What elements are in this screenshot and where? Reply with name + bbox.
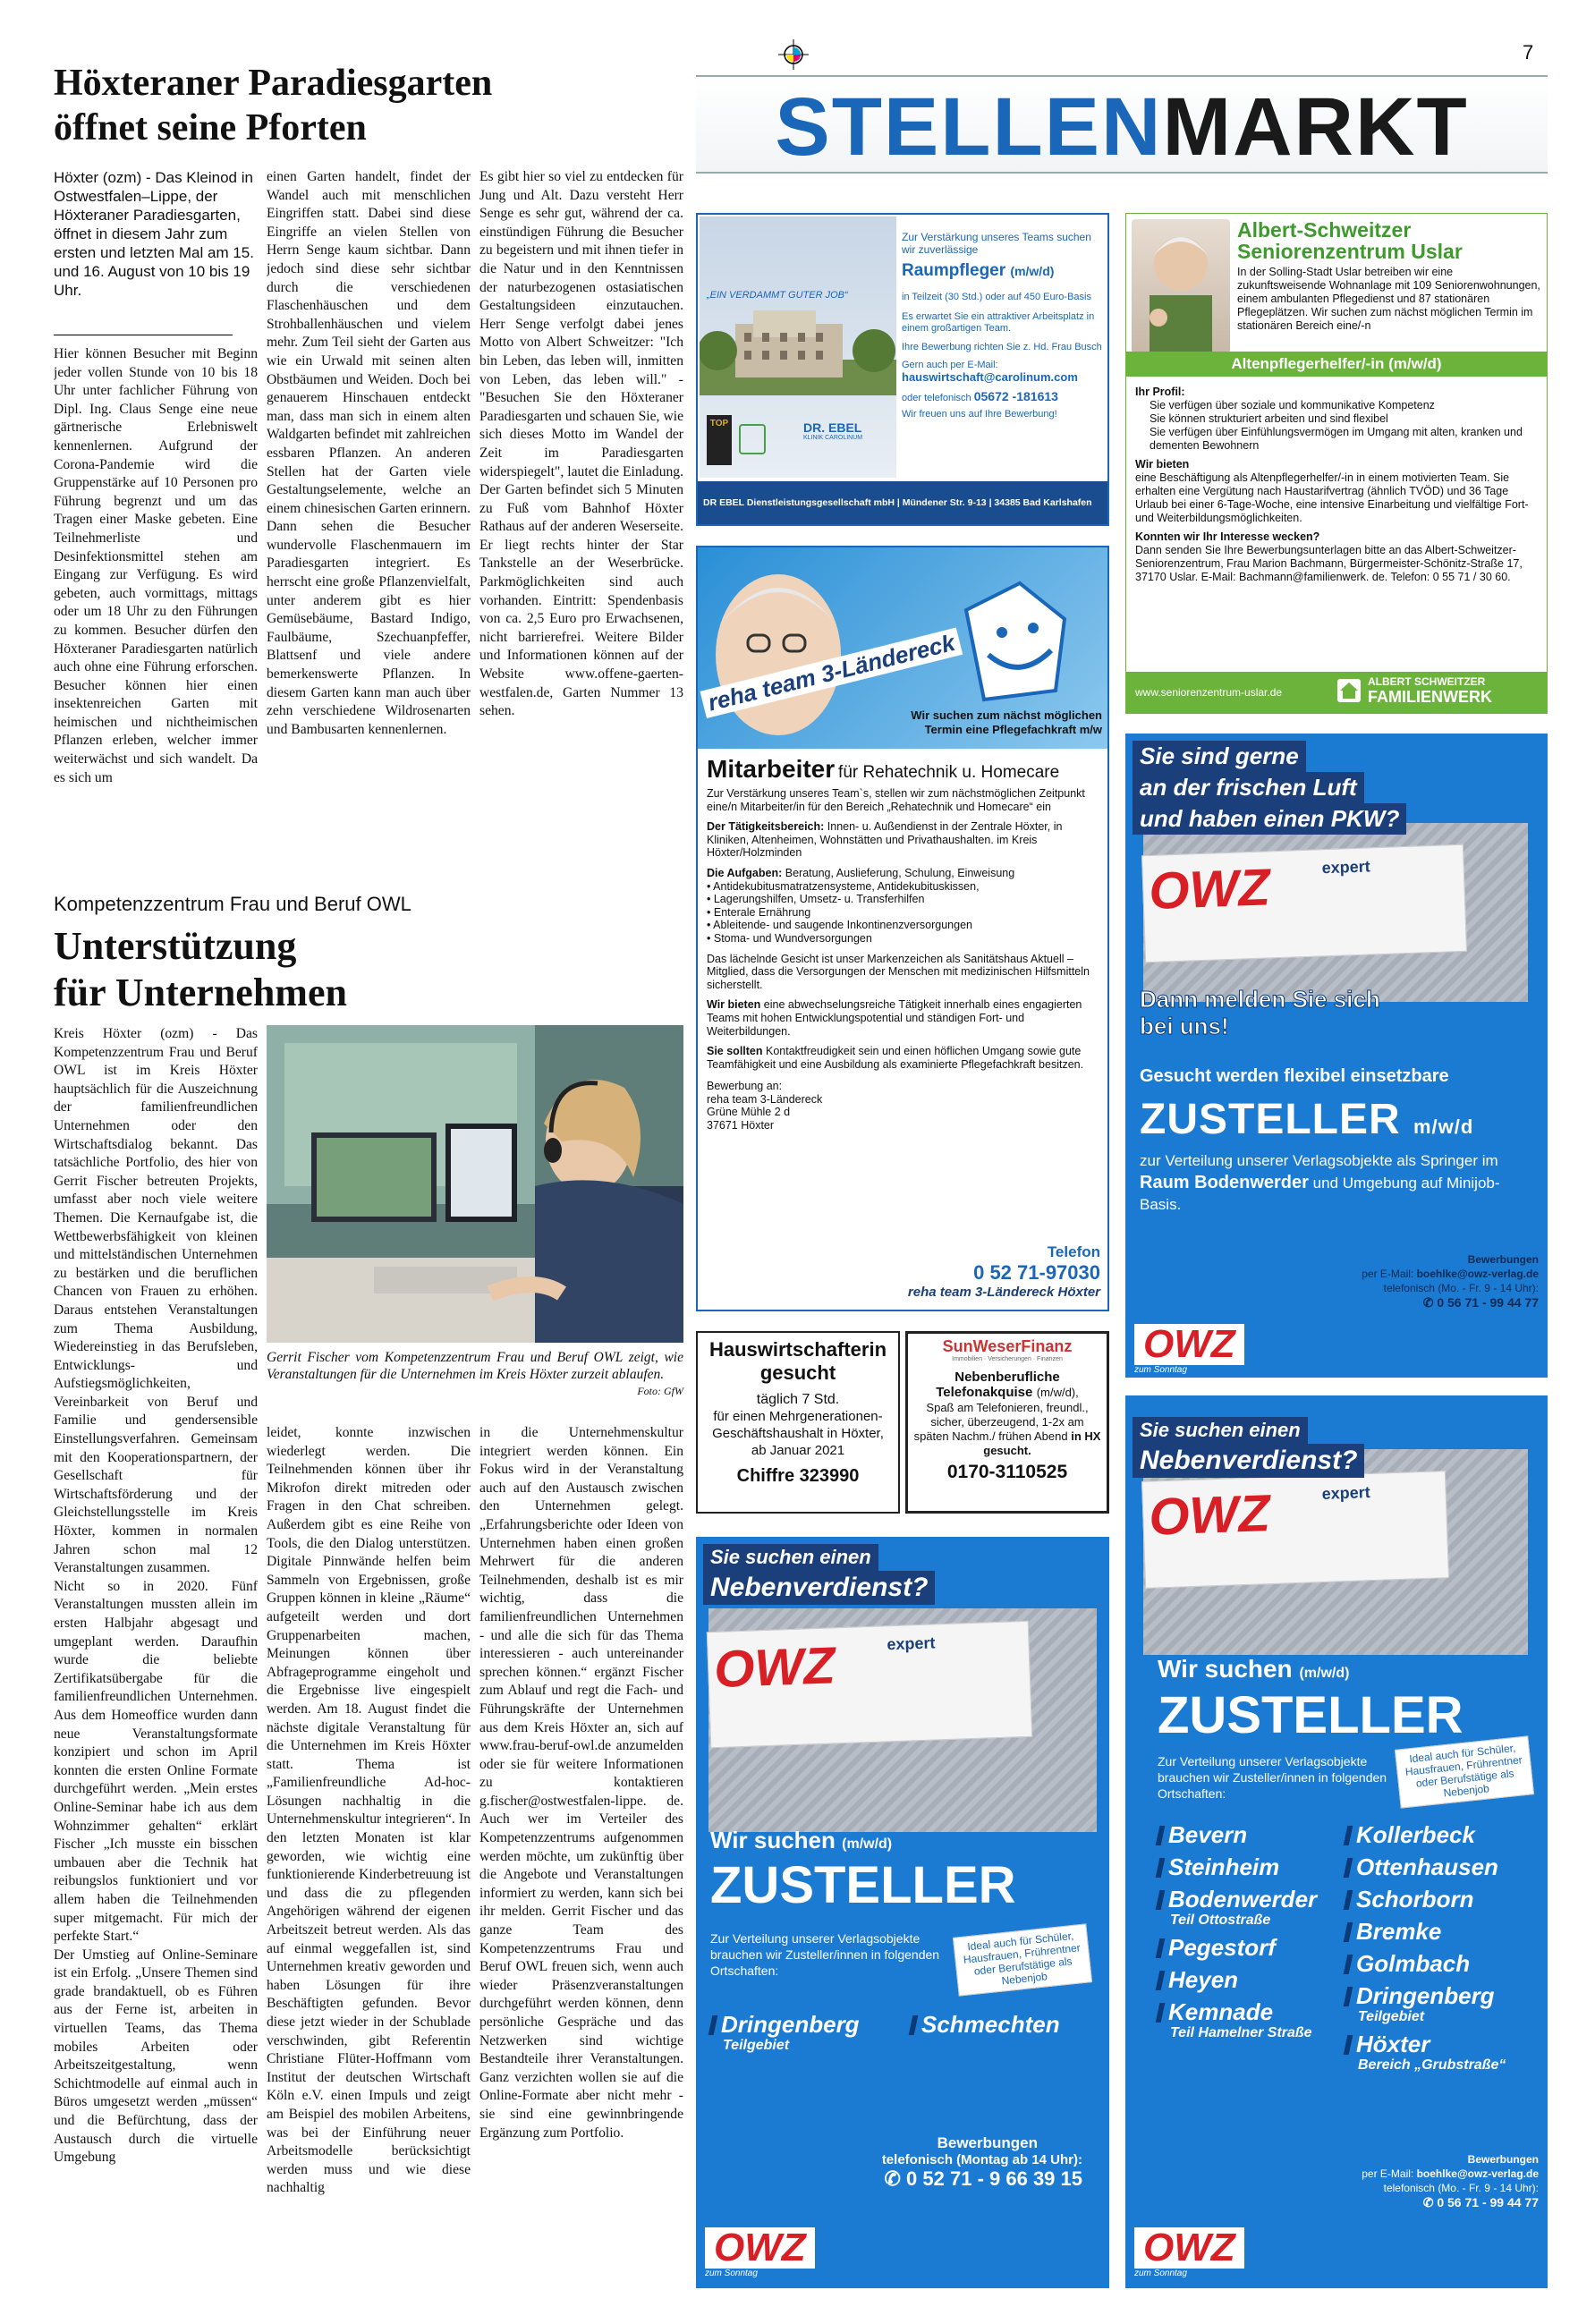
gender-note: (m/w/d) [1010,264,1055,278]
paragraph: Kreis Höxter (ozm) - Das Kompetenzzentrum Frau und Beruf OWL ist im Kreis Höxter hauptsächlich für die Auszeichnung der familienfreundlichen Unternehmen oder den Wirtschaftsdialog bekannt. Das tatsächliche Portfolio, des hier von Gerrit Fischer betreuten Projekts, umfasst aber noch viele weitere Themen. Die Kernaufgabe ist, die Wettbewerbsfähigkeit von kleinen und mittelständischen Unternehmen zu bestärken und die beruflichen Chancen von Frauen zu erhöhen. Daraus entstehen Veranstaltungen zum Thema Ausbildung, Wiedereinstieg in das Berufsleben, Entwicklungs- und Aufstiegsmöglichkeiten, Vereinbarkeit von Beruf und Familie und gendersensible Einstellungsverfahren. Gemeinsam mit den Kooperationspartnern, der Gesellschaft für Wirtschaftsförderung und der Gleichstellungsstelle im Kreis Höxter, kommen in normalen Jahren schon mal 12 Veranstaltungen zusammen. [54,1026,258,1576]
offer-text: eine Beschäftigung als Altenpflegerhelfer/-in in einem motivierten Team. Sie erhalten eine Vergütung nach Haustarifvertrag (ähnlich TVÖD) und 36 Tage Urlaub bei einer 6-Tage-Woche, eine intensive Einarbeitung und vielfältige Fort- und Weiterbildungsmöglichkeiten. [1135,471,1529,524]
ad-ebel-footer: DR EBEL Dienstleistungsgesellschaft mbH | Mündener Str. 9-13 | 34385 Bad Karlshafen [698,481,1107,524]
phone-label: Telefon [1047,1243,1100,1260]
offer: Es erwartet Sie ein attraktiver Arbeitsplatz in einem großartigen Team. [902,311,1095,334]
bar-icon [1156,1971,1166,1990]
title-line1: Albert-Schweitzer [1237,218,1412,242]
stellenmarkt-title [696,81,1548,173]
article2-column1 [54,1025,258,2286]
phone-number[interactable]: ✆ 0 56 71 - 99 44 77 [1422,2195,1539,2209]
text-bold: in HX gesucht. [983,1429,1101,1457]
place-name: Kemnade [1168,1998,1274,2025]
paragraph: Der Umstieg auf Online-Seminare ist ein Erfolg. „Unsere Themen sind grade brandaktuell, ob es Führen aus der Ferne ist, arbeiten in virtuellen Teams, das Thema mobiles Arbeiten oder Arbeitszeitgestaltung, wenn Schichtmodelle auf einmal auch in Büros umgesetzt werden „müssen“ und die Befürchtung, dass der Austausch durch die virtuelle Umgebung [54,1947,258,2166]
bar-icon [1344,1858,1353,1878]
owz-a-contact [1362,1252,1539,1310]
place-name: Schorborn [1356,1886,1474,1913]
headline-line2: für Unternehmen [54,971,347,1014]
email-link[interactable]: boehlke@owz-verlag.de [1416,1268,1539,1280]
place-sub: Teil Ottostraße [1170,1913,1271,1928]
title-rest: für Rehatechnik u. Homecare [838,763,1060,782]
paper-title: OWZ [713,1636,836,1700]
title2: Telefonakquise [936,1385,1033,1400]
place-list [710,2011,860,2054]
area-label: Der Tätigkeitsbereich: [707,820,825,834]
logo-text: OWZ [1134,2227,1244,2269]
caption-text: Gerrit Fischer vom Kompetenzzentrum Frau und Beruf OWL zeigt, wie Veranstaltungen für die Unternehmen im Kreis Höxter zurzeit ablaufen. [267,1350,683,1382]
ideal-tag: Ideal auch für Schüler, Hausfrauen, Frührentner oder Berufstätige als Nebenjob [953,1923,1092,1996]
headline-line2: an der frischen Luft [1133,772,1364,803]
owz-a-call [1140,986,1380,1039]
place-list-left [1158,1821,1317,2041]
address-line: Grüne Mühle 2 d [707,1106,791,1119]
phone-number[interactable]: ✆ 0 52 71 - 9 66 39 15 [884,2167,1082,2190]
bar-icon [1344,1826,1353,1845]
big-title: ZUSTELLER [1140,1096,1401,1143]
article2-kicker: Kompetenzzentrum Frau und Beruf OWL [54,893,411,915]
website-link[interactable]: www.seniorenzentrum-uslar.de [1135,686,1283,699]
should-text: Kontaktfreudigkeit sein und einen höflichen Umgang sowie gute Teamfähigkeit und eine Ausbildung als examinierte Pflegefachkraft besitzen. [707,1045,1084,1071]
slogan: „EIN VERDAMMT GUTER JOB“ [707,290,848,301]
bar-icon [1344,1987,1353,2006]
place-name: Bevern [1168,1821,1248,1848]
text: Zur Verteilung unserer Verlagsobjekte brauchen wir Zusteller/innen in folgenden Ortschaften: [710,1931,940,1978]
chiffre: Chiffre 323990 [736,1466,860,1486]
logo-text: OWZ [705,2227,815,2269]
ideal-tag: Ideal auch für Schüler, Hausfrauen, Frührentner oder Berufstätige als Nebenjob [1395,1735,1534,1808]
ad-reha [696,546,1109,1311]
photo-caption [267,1349,683,1400]
owz-c-headline [1133,1417,1364,1478]
phone-number[interactable]: 05672 -181613 [973,389,1058,403]
phone-label: telefonisch (Mo. - Fr. 9 - 14 Uhr): [1383,2182,1539,2194]
bar-icon [1344,1955,1353,1974]
ad-owz-dringenberg [696,1537,1109,2288]
article1-column1: Hier können Besucher mit Beginn jeder vollen Stunde von 10 bis 18 Uhr unter fachlicher Führung von Dipl. Ing. Claus Senge eine neue gärtnerische Erlebniswelt kennenlernen. Aufgrund der Corona-Pandemie wird die Gruppenstärke auf 10 Personen pro Führung begrenzt und um das Tragen einer Maske gebeten. Eine Teilnehmerliste und Desinfektionsmittel stehen am Eingang zur Verfügung. Es wird gebeten, auch vormittags, mittags oder um 18 Uhr zu den Führungen zu kommen. Besucher dürfen den Höxteraner Paradiesgarten natürlich auch ohne eine Führung erforschen. Besucher können hier einen insektenreichen Garten mit heimischen und nichtheimischen Pflanzen erleben, welcher immer weiterwächst und sich wandelt. Da es sich um [54,346,258,785]
list-item: Sie können strukturiert arbeiten und sind flexibel [1150,412,1388,425]
place-sub: Teil Hamelner Straße [1170,2025,1312,2040]
bar-icon [1344,1890,1353,1910]
call-line2: bei uns! [1140,1013,1229,1039]
terms: in Teilzeit (30 Std.) oder auf 450 Euro-Basis [902,292,1091,302]
address-line: 37671 Höxter [707,1119,775,1132]
place-name: Bodenwerder [1168,1886,1318,1913]
owz-b-contact [696,2134,1109,2191]
place-name: Kollerbeck [1356,1821,1475,1848]
schweitzer-footer [1126,672,1547,713]
list-item: Sie verfügen über soziale und kommunikative Kompetenz [1150,399,1435,411]
should-label: Sie sollten [707,1045,763,1058]
reha-footer: reha team 3-Ländereck Höxter [907,1285,1100,1300]
title: Hauswirtschafterin gesucht [708,1338,887,1384]
house-icon [1337,679,1361,702]
ad-owz-springer [1125,734,1548,1378]
place-sub: Teilgebiet [1358,2009,1425,2024]
place-name: Schmechten [921,2011,1060,2038]
tasks-list [707,880,1104,946]
newspaper-graphic [1141,1471,1449,1589]
address-heading: Bewerbung an: [707,1080,783,1093]
paper-side: expert [1321,857,1370,878]
photo-credit: Foto: GfW [637,1385,683,1397]
certificate-icon [739,424,766,454]
line2: für einen Mehrgenerationen-Geschäftshaushalt in Höxter, ab Januar 2021 [712,1409,884,1458]
call-line1: Dann melden Sie sich [1140,986,1380,1013]
article2-column2: leidet, konnte inzwischen wiederlegt werden. Die Teilnehmenden können über ihr Mikrofon direkt mitreden oder Fragen in den Chat schreiben. Außerdem gibt es eine Reihe von Tools, die den Dialog unterstützen. Digitale Pinnwände helfen beim Sammeln von Ergebnissen, große Gruppen können in kleine „Räume“ aufgeteilt werden und dort Gruppenarbeiten machen, Meinungen können über Abfrageprogramme eingeholt und die Ergebnisse live eingespielt werden. Am 18. August findet die nächste digitale Veranstaltung für die Unternehmen im Kreis Höxter statt. Thema ist „Familienfreundliche Ad-hoc-Lösungen nachhaltig in die Unternehmenskultur integrieren“. In den letzten Monaten ist klar geworden, wie wichtig eine funktionierende Kinderbetreuung ist und dass die zu pflegenden Angehörigen während der eigenen Arbeitszeit betreut werden. Als das auf einmal weggefallen ist, sind Unternehmen kreativ geworden und haben Lösungen für ihre Beschäftigten gefunden. Bevor diese jetzt wieder in der Schublade verschwinden, gibt Referentin Christiane Flüter-Hoffmann vom Institut der deutschen Wirtschaft Köln e.V. einen Impuls und zeigt am Beispiel des mobilen Arbeitens, was bei der Einführung neuer Arbeitsmodelle berücksichtigt werden muss und wie diese nachhaltig [267,1425,471,2196]
phone-number[interactable]: 0170-3110525 [946,1462,1068,1482]
reha-body [707,755,1104,1132]
list-item: • Enterale Ernährung [707,906,1104,920]
ad-ebel-text [902,231,1106,420]
text: Zur Verteilung unserer Verlagsobjekte brauchen wir Zusteller/innen in folgenden Ortschaften: [1158,1754,1387,1801]
region: Raum Bodenwerder [1140,1173,1309,1192]
reha-contact [908,1243,1100,1300]
owz-a-headline [1133,741,1406,835]
owz-b-headline [703,1544,935,1605]
stellenmarkt-header [696,75,1548,174]
contact-person: Ihre Bewerbung richten Sie z. Hd. Frau Busch [902,342,1102,352]
bar-icon [1344,2035,1353,2055]
ad-sunweser [905,1331,1109,1514]
sub-head: Wir suchen zum nächst möglichen Termin eine Pflegefachkraft m/w [911,708,1102,736]
newspaper-graphic [1141,844,1467,963]
ad-ebel-photo [700,216,896,478]
paper-side: expert [887,1633,936,1654]
top-badge: TOP [707,415,732,465]
tasks-intro: Beratung, Auslieferung, Schulung, Einweisung [785,866,1015,879]
phone-label: telefonisch (Montag ab 14 Uhr): [881,2152,1082,2167]
bar-icon [1156,1826,1166,1845]
paper-title: OWZ [1148,1483,1271,1547]
intro: Zur Verstärkung unseres Team`s, stellen wir zum nächstmöglichen Zeitpunkt eine/n Mitarbeiter/in für den Bereich „Rehatechnik und Homecare“ ein [707,787,1085,813]
logo-subtext: zum Sonntag [705,2269,758,2278]
address-line: reha team 3-Ländereck [707,1092,823,1106]
phone-number[interactable]: 0 52 71-97030 [973,1261,1100,1284]
gender-note: (m/w/d), [1036,1386,1079,1399]
headline-line2: Nebenverdienst? [1133,1444,1364,1478]
ad-schweitzer [1125,213,1548,714]
reha-brand: reha team 3-Ländereck [700,627,963,718]
logo-subtext: zum Sonntag [1134,1365,1187,1375]
apply-label: Bewerbungen [1467,2153,1539,2166]
contact-heading: Konnten wir Ihr Interesse wecken? [1135,530,1320,543]
intro: Zur Verstärkung unseres Teams suchen wir zuverlässige [902,231,1091,256]
email-label: Gern auch per E-Mail: [902,360,998,370]
paper-side: expert [1321,1483,1370,1503]
search-label: Wir suchen [1158,1655,1293,1683]
text2: und Umgebung auf Minijob-Basis. [1140,1175,1500,1213]
owz-logo [1134,1324,1244,1375]
article2-column3: in die Unternehmenskultur integriert werden können. Ein Fokus wird in der Veranstaltung auch auf den Austausch zwischen den Unternehmen gelegt. „Erfahrungsberichte oder Ideen von Unternehmen haben einen großen Mehrwert für die anderen Teilnehmenden, deshalb ist es mir wichtig, dass die familienfreundlichen Unternehmen - und alle die sich für das Thema interessieren - auch untereinander sprechen können.“ ergänzt Fischer zum Ablauf und regt die Fach- und Führungskräfte der Unternehmen aus dem Kreis Höxter an, sich auf www.frau-beruf-owl.de anzumelden oder sie für weitere Informationen zu kontaktieren g.fischer@ostwestfalen-lippe. de. Auch wer im Verteiler des Kompetenzzentrums aufgenommen werden möchte, um zukünftig über die Angebote und Veranstaltungen informiert zu werden, kann sich bei ihr melden. Gerrit Fischer und das ganze Team des Kompetenzzentrums Frau und Beruf OWL freuen sich, wenn auch wieder Präsenzveranstaltungen durchgeführt werden können, denn persönliche Gespräche und das Netzwerken sind wichtige Bestandteile ihrer Veranstaltungen. Ganz verzichten wollen sie auf die Online-Formate aber nicht mehr - sie sind eine gewinnbringende Ergänzung zum Portfolio. [479,1425,683,2141]
bar-icon [909,2015,919,2035]
sunweser-logo [913,1337,1101,1356]
bar-icon [1156,1938,1166,1958]
ebel-logo [803,420,862,441]
place-name: Ottenhausen [1356,1853,1498,1880]
article2-photo [267,1025,683,1343]
apply-label: Bewerbungen [937,2134,1038,2151]
text: Spaß am Telefonieren, freundl., sicher, überzeugend, 1-2x am späten Nachm./ frühen Abend [913,1401,1089,1443]
logo-text: DR. EBEL [803,420,862,435]
headline-line3: und haben einen PKW? [1133,803,1406,835]
email-label: per E-Mail: [1362,1268,1414,1280]
owz-logo [705,2227,815,2278]
bar-icon [1156,2003,1166,2023]
logo-line1: ALBERT SCHWEITZER [1368,675,1486,688]
headline-line2: Nebenverdienst? [703,1571,935,1605]
text: zur Verteilung unserer Verlagsobjekte als Springer im [1140,1152,1498,1169]
list-item: Sie verfügen über Einfühlungsvermögen im Umgang mit alten, kranken und dementen Bewohnern [1150,426,1523,452]
headline-line2: öffnet seine Pforten [54,107,367,148]
logo-subtext: zum Sonntag [1134,2269,1187,2278]
article1-column2: einen Garten handelt, findet der Wandel auch mit menschlichen Eingriffen statt. Dabei sind diese Eingriffe an vielen Stellen von Herrn Senge kaum sichtbar. Dann jedoch sind diese sehr sichtbar durch die verschiedenen Flaschenhäuschen und dem Strohballenhäuschen und vielem mehr. Zum Teil sieht der Garten aus wie ein Urwald mit seinen alten Obstbäumen und Weiden. Doch bei genauerem Hinschauen entdeckt man, dass man sich in einem alten Waldgarten befindet mit zahlreichen essbaren Pflanzen. An anderen Stellen hat der Garten viele Gestaltungselemente, welche an einem chinesischen Garten erinnern. Dann sehen die Besucher wundervolle Flaschenmauern im Paradiesgarten integriert. Es herrscht eine große Pflanzenvielfalt, unter anderem gibt es hier Gemüsebäume, Bastard Indigo, Faulbäume, Szechuanpfeffer, Blattsenf und viele andere bemerkenswerte Pflanzen. In diesem Garten kann man auch über zehn verschiedene Wildrosenarten und Bambusarten kennenlernen. [267,169,471,737]
profile-heading: Ihr Profil: [1135,386,1185,398]
smile-text: Das lächelnde Gesicht ist unser Markenzeichen als Sanitätshaus Aktuell – Mitglied, dass die Versorgungen der Menschen mit medizinischen Hilfsmitteln sicherstellt. [707,952,1090,991]
closing: Wir freuen uns auf Ihre Bewerbung! [902,409,1057,420]
title-line2: Seniorenzentrum Uslar [1237,240,1463,263]
article1-headline [54,61,662,150]
owz-a-text [1140,1150,1533,1216]
intro: In der Solling-Stadt Uslar betreiben wir eine zukunftsweisende Wohnanlage mit 109 Seniorenwohnungen, einem ambulanten Pflegedienst und 87 stationären Pflegeplätzen. Wir suchen zum nächst möglichen Termin im stationären Bereich eine/-n [1237,266,1540,332]
offer-heading: Wir bieten [1135,458,1190,471]
bar-icon [1156,1858,1166,1878]
place-name: Heyen [1168,1966,1239,1993]
page-number: 7 [1523,41,1534,64]
place-name: Bremke [1356,1918,1442,1945]
line1: täglich 7 Std. [756,1392,840,1407]
list-item: • Antidekubitusmatratzensysteme, Antidekubituskissen, [707,880,1104,894]
senior-photo [1132,219,1230,353]
place-list-right [1345,1821,1506,2074]
headline-line1: Höxteraner Paradiesgarten [54,63,493,104]
logo-subtext: KLINIK CAROLINUM [803,435,863,441]
tasks-label: Die Aufgaben: [707,866,783,879]
article2-headline [54,923,662,1016]
bar-icon [708,2015,718,2035]
ad-hauswirtschafterin [696,1331,900,1514]
schweitzer-body [1135,386,1538,584]
phone-number[interactable]: ✆ 0 56 71 - 99 44 77 [1422,1295,1539,1310]
headline-line1: Sie suchen einen [1133,1417,1308,1444]
offer-text: eine abwechselungsreiche Tätigkeit innerhalb eines engagierten Teams mit hohen Entwicklungspotential und ständigen Fort- und Weiterbildungen. [707,998,1082,1038]
profile-list [1135,399,1538,453]
search-label: Wir suchen [710,1827,836,1853]
email-label: per E-Mail: [1362,2167,1414,2180]
owz-c-contact [1362,2152,1539,2209]
place-name: Dringenberg [721,2011,860,2038]
phone-label: telefonisch (Mo. - Fr. 9 - 14 Uhr): [1383,1282,1539,1294]
place-name: Dringenberg [1356,1982,1495,2009]
logo-subtext: Immobilien · Versicherungen · Finanzen [952,1356,1063,1362]
headline-line1: Unterstützung [54,924,297,968]
list-item: • Lagerungshilfen, Umsetz- u. Transferhilfen [707,893,1104,906]
place-name: Golmbach [1356,1950,1471,1977]
headline-line1: Sie suchen einen [703,1544,878,1571]
bar-icon [1156,1890,1166,1910]
schweitzer-title [1237,219,1541,262]
place-name: Pegestorf [1168,1934,1276,1961]
title: Nebenberufliche [954,1370,1060,1385]
article1-lead: Höxter (ozm) - Das Kleinod in Ostwestfalen–Lippe, der Höxteraner Paradiesgarten, öffnet in diesem Jahr zum ersten und letzten Mal am 15. und 16. August von 10 bis 19 Uhr. [54,169,254,299]
title: Mitarbeiter [707,755,836,783]
bar-icon [1344,1922,1353,1942]
title-part-b: MARKT [1162,81,1469,173]
place-name: Höxter [1356,2031,1430,2057]
article1-column3: Es gibt hier so viel zu entdecken für Jung und Alt. Dazu versteht Herr Senge es sehr gut, während der ca. einstündigen Führung die Besucher zu begeistern und mit ihnen tiefer in die Natur und in den Kenntnissen der naturbezogenen ostasiatischen Gestaltungsideen einzutauchen. Herr Senge verfolgt dabei jenes Motto von Albert Schweitzer: "Ich bin Leben, das leben will, inmitten von Leben, das leben will." - "Besuchen Sie den Höxteraner Paradiesgarten und schauen Sie, wie sich dieses Motto im Wandel der Zeit im Paradiesgarten widerspiegelt", lautet die Einladung. Der Garten befindet sich 5 Minuten zu Fuß vom Bahnhof Höxter Rathaus auf der anderen Weserseite. Er liegt rechts hinter der Star Tankstelle an der Weserbrücke. Parkmöglichkeiten sind auch vorhanden. Eintritt: Spendenbasis von ca. 2,5 Euro pro Erwachsenen, nicht barrierefrei. Weitere Bilder und Informationen können auf der Website www.offene-gaerten-westfalen.de, Garten Nummer 13 sehen. [479,169,683,719]
gender-note: (m/w/d) [842,1836,893,1852]
big-title: ZUSTELLER [710,1856,1016,1914]
ad-owz-orte [1125,1395,1548,2288]
paper-title: OWZ [1148,858,1271,921]
email-link[interactable]: hauswirtschaft@carolinum.com [902,370,1078,384]
contact-text: Dann senden Sie Ihre Bewerbungsunterlagen bitte an das Albert-Schweitzer-Seniorenzentrum, Frau Marion Bachmann, Bürgermeister-Schönitz-Straße 17, 37170 Uslar. E-Mail: Bachmann@familienwerk. de. Telefon: 0 55 71 / 30 60. [1135,544,1523,583]
place-sub: Bereich „Grubstraße“ [1358,2057,1506,2073]
paragraph: Nicht so in 2020. Fünf Veranstaltungen mussten allein im ersten Halbjahr abgesagt und umgeplant werden. Daraufhin wurde die beliebte Zertifikatsübergabe für die familienfreundlichen Unternehmen. Aus dem Homeoffice wurden dann neue Veranstaltungsformate konzipiert und schon im April konnten die ersten Online Formate durchgeführt werden. „Mein erstes Online-Seminar habe ich aus dem Wohnzimmer gehalten“ erklärt Fischer „Ich musste ein bisschen umbauen aber die Technik hat reibungslos funktioniert und vor allem haben die Teilnehmenden super mitgemacht. Für mich der perfekte Start.“ [54,1578,258,1945]
gender-note: (m/w/d) [1299,1666,1350,1681]
logo-text: OWZ [1134,1324,1244,1365]
flex-text: Gesucht werden flexibel einsetzbare [1140,1066,1449,1086]
logo-line2: FAMILIENWERK [1368,688,1492,706]
registration-mark-icon [778,39,809,70]
gender-note: m/w/d [1413,1115,1474,1138]
list-item: • Stoma- und Wundversorgungen [707,932,1104,946]
big-title: ZUSTELLER [1158,1686,1463,1744]
position-title: Altenpflegerhelfer/-in (m/w/d) [1126,352,1547,377]
place-name: Steinheim [1168,1853,1280,1880]
area-text: Innen- u. Außendienst in der Zentrale Höxter, in Kliniken, Altenheimen, Wohnstätten und Privathaushalten. im Kreis Höxter/Holzminden [707,820,1063,860]
ad-ebel [696,213,1109,526]
offer-label: Wir bieten [707,998,761,1012]
newspaper-graphic [707,1621,1032,1748]
logo-text: SunWeserFinanz [942,1337,1073,1355]
title-part-a: STELLEN [775,81,1163,173]
owz-logo [1134,2227,1244,2278]
list-item: • Ableitende- und saugende Inkontinenzversorgungen [707,919,1104,932]
email-link[interactable]: boehlke@owz-verlag.de [1416,2167,1539,2180]
position-title: Raumpfleger [902,261,1006,280]
place-sub: Teilgebiet [723,2038,790,2053]
headline-line1: Sie sind gerne [1133,741,1306,772]
phone-label: oder telefonisch [902,393,971,403]
apply-label: Bewerbungen [1467,1253,1539,1266]
